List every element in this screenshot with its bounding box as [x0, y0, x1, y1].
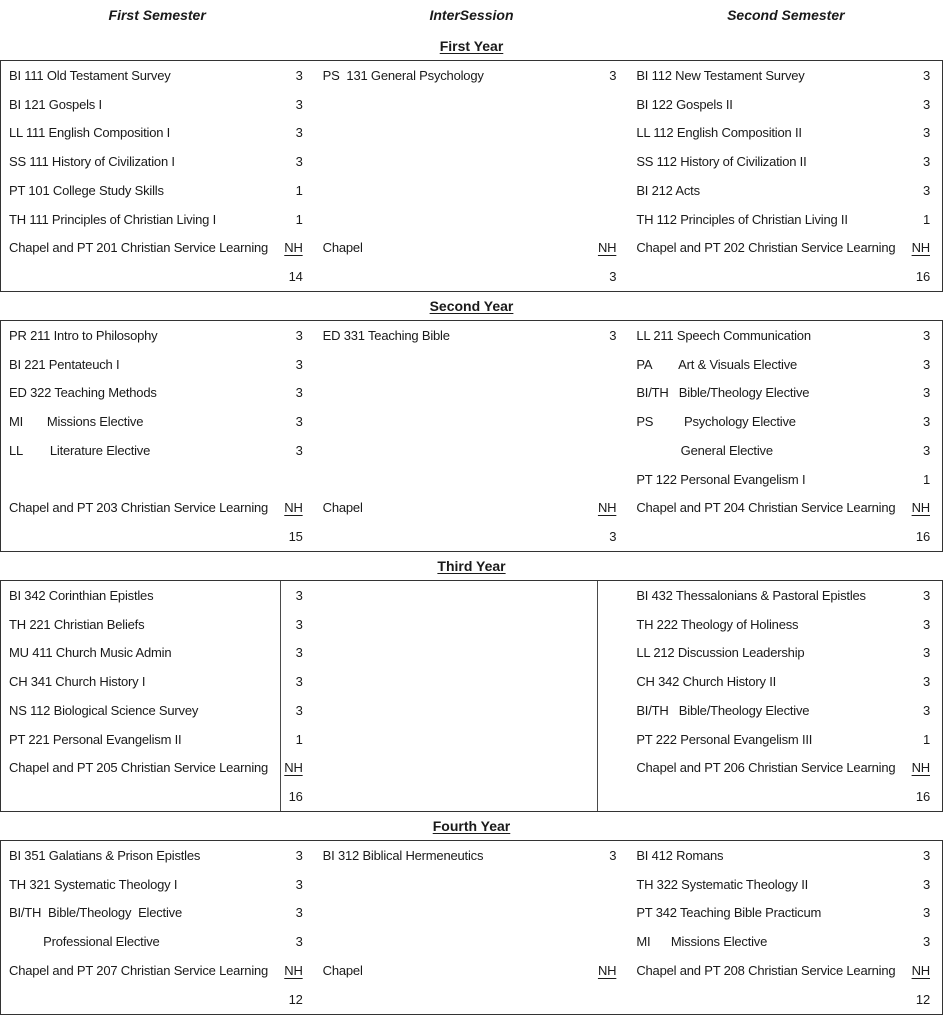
- semester-column: [315, 321, 629, 551]
- credit-hours: 3: [295, 385, 303, 401]
- credit-hours: 3: [922, 327, 930, 343]
- total-row: [1, 522, 315, 551]
- course-label: TH 221 Christian Beliefs: [9, 616, 145, 632]
- course-label: PS Psychology Elective: [636, 414, 796, 430]
- course-row: [315, 956, 629, 985]
- course-label: PT 221 Personal Evangelism II: [9, 731, 182, 747]
- course-row: [628, 667, 942, 696]
- semester-column: [1, 321, 315, 551]
- total-row: [1, 262, 315, 291]
- course-label: Chapel and PT 208 Christian Service Learning: [636, 962, 896, 978]
- empty-row: [315, 667, 629, 696]
- course-row: [1, 407, 315, 436]
- credit-hours: 3: [295, 414, 303, 430]
- course-row: [628, 407, 942, 436]
- empty-row: [315, 927, 629, 956]
- course-label: PA Art & Visuals Elective: [636, 356, 798, 372]
- year-table-fourth-year: [0, 840, 943, 1015]
- credit-hours: 3: [922, 934, 930, 950]
- semester-total: 16: [915, 789, 930, 805]
- year-table-third-year: [0, 580, 943, 812]
- course-label: PT 222 Personal Evangelism III: [636, 731, 813, 747]
- course-row: [628, 956, 942, 985]
- credit-no-hours: NH: [284, 962, 303, 978]
- curriculum-body: [0, 32, 943, 1015]
- year-heading-first-year: First Year: [439, 38, 504, 54]
- course-label: PS 131 General Psychology: [322, 67, 484, 83]
- course-row: [1, 205, 315, 234]
- course-label: CH 342 Church History II: [636, 674, 777, 690]
- credit-hours: 3: [295, 876, 303, 892]
- credit-hours: 3: [295, 96, 303, 112]
- header-first-semester: First Semester: [108, 7, 206, 23]
- credit-hours: 3: [922, 847, 930, 863]
- course-label: BI/TH Bible/Theology Elective: [636, 702, 810, 718]
- course-label: General Elective: [636, 442, 773, 458]
- credit-no-hours: NH: [597, 240, 617, 256]
- credit-hours: 3: [295, 327, 303, 343]
- credit-hours: 3: [295, 847, 303, 863]
- column-divider-line: [280, 581, 281, 811]
- year-heading-second-year: Second Year: [429, 298, 514, 314]
- course-label: Chapel and PT 201 Christian Service Learning: [9, 240, 269, 256]
- credit-hours: 3: [922, 876, 930, 892]
- credit-hours: 3: [922, 385, 930, 401]
- course-label: Chapel: [322, 500, 363, 516]
- course-label: PT 101 College Study Skills: [9, 182, 164, 198]
- course-row: [628, 465, 942, 494]
- course-label: PR 211 Intro to Philosophy: [9, 327, 158, 343]
- course-label: TH 112 Principles of Christian Living II: [636, 211, 848, 227]
- course-row: [628, 350, 942, 379]
- course-label: MU 411 Church Music Admin: [9, 645, 172, 661]
- course-label: LL 111 English Composition I: [9, 125, 171, 141]
- credit-hours: 3: [922, 442, 930, 458]
- credit-no-hours: NH: [597, 500, 617, 516]
- credit-no-hours: NH: [911, 962, 930, 978]
- course-row: [628, 61, 942, 90]
- empty-row: [315, 350, 629, 379]
- course-row: [628, 205, 942, 234]
- header-intersession: InterSession: [429, 7, 514, 23]
- credit-hours: 3: [609, 67, 617, 83]
- credit-no-hours: NH: [911, 240, 930, 256]
- total-row: [628, 522, 942, 551]
- course-label: ED 322 Teaching Methods: [9, 385, 157, 401]
- course-row: [1, 379, 315, 408]
- course-label: BI 312 Biblical Hermeneutics: [322, 847, 484, 863]
- credit-hours: 1: [295, 211, 303, 227]
- credit-no-hours: NH: [284, 760, 303, 776]
- course-label: BI 412 Romans: [636, 847, 724, 863]
- semester-column: [628, 841, 942, 1014]
- course-label: BI 342 Corinthian Epistles: [9, 587, 154, 603]
- empty-row: [1, 465, 315, 494]
- course-label: SS 112 History of Civilization II: [636, 154, 807, 170]
- credit-hours: 3: [922, 356, 930, 372]
- credit-hours: 3: [922, 182, 930, 198]
- credit-hours: 3: [295, 356, 303, 372]
- course-label: BI 122 Gospels II: [636, 96, 733, 112]
- credit-hours: 3: [295, 154, 303, 170]
- semester-column-headers: [0, 7, 943, 32]
- course-label: Chapel and PT 207 Christian Service Learning: [9, 962, 269, 978]
- credit-hours: 3: [609, 847, 617, 863]
- course-row: [1, 639, 315, 668]
- semester-total: 15: [288, 529, 303, 545]
- course-label: Chapel: [322, 240, 363, 256]
- course-row: [315, 841, 629, 870]
- credit-no-hours: NH: [284, 500, 303, 516]
- course-label: Chapel and PT 206 Christian Service Learning: [636, 760, 896, 776]
- course-label: BI 351 Galatians & Prison Epistles: [9, 847, 201, 863]
- course-label: BI 121 Gospels I: [9, 96, 102, 112]
- course-row: [628, 754, 942, 783]
- course-row: [1, 956, 315, 985]
- empty-row: [315, 899, 629, 928]
- credit-hours: 1: [922, 211, 930, 227]
- course-label: Chapel and PT 205 Christian Service Learning: [9, 760, 269, 776]
- year-heading-fourth-year: Fourth Year: [432, 818, 511, 834]
- semester-column: [1, 581, 315, 811]
- course-row: [1, 696, 315, 725]
- course-row: [1, 927, 315, 956]
- course-label: LL 212 Discussion Leadership: [636, 645, 805, 661]
- course-row: [628, 119, 942, 148]
- semester-total: 16: [288, 789, 303, 805]
- course-row: [628, 725, 942, 754]
- course-row: [1, 176, 315, 205]
- empty-row: [315, 725, 629, 754]
- credit-hours: 3: [922, 96, 930, 112]
- course-label: LL 211 Speech Communication: [636, 327, 811, 343]
- course-row: [628, 610, 942, 639]
- course-row: [315, 494, 629, 523]
- empty-row: [315, 696, 629, 725]
- empty-row: [315, 147, 629, 176]
- credit-hours: 3: [922, 154, 930, 170]
- course-label: Chapel and PT 203 Christian Service Learning: [9, 500, 269, 516]
- course-label: MI Missions Elective: [9, 414, 144, 430]
- course-label: SS 111 History of Civilization I: [9, 154, 175, 170]
- empty-row: [315, 205, 629, 234]
- credit-no-hours: NH: [911, 500, 930, 516]
- credit-hours: 3: [295, 125, 303, 141]
- header-second-semester: Second Semester: [727, 7, 845, 23]
- course-row: [315, 61, 629, 90]
- course-label: PT 122 Personal Evangelism I: [636, 471, 806, 487]
- total-row: [1, 985, 315, 1014]
- credit-hours: 3: [922, 67, 930, 83]
- credit-hours: 3: [295, 616, 303, 632]
- course-row: [1, 321, 315, 350]
- course-label: BI 111 Old Testament Survey: [9, 67, 171, 83]
- course-row: [628, 927, 942, 956]
- semester-column: [628, 321, 942, 551]
- credit-hours: 1: [295, 731, 303, 747]
- semester-column: [315, 581, 629, 811]
- credit-hours: 3: [295, 442, 303, 458]
- course-row: [628, 379, 942, 408]
- credit-hours: 3: [295, 934, 303, 950]
- course-label: BI 112 New Testament Survey: [636, 67, 805, 83]
- course-label: TH 322 Systematic Theology II: [636, 876, 809, 892]
- course-row: [1, 667, 315, 696]
- course-label: BI/TH Bible/Theology Elective: [9, 905, 182, 921]
- semester-total: 16: [915, 529, 930, 545]
- credit-hours: 3: [922, 905, 930, 921]
- semester-column: [628, 581, 942, 811]
- course-row: [628, 899, 942, 928]
- year-table-first-year: [0, 60, 943, 292]
- empty-row: [315, 407, 629, 436]
- semester-total: 16: [915, 269, 930, 285]
- course-label: Chapel: [322, 962, 363, 978]
- course-row: [628, 234, 942, 263]
- course-label: ED 331 Teaching Bible: [322, 327, 450, 343]
- course-row: [1, 899, 315, 928]
- course-row: [1, 870, 315, 899]
- empty-row: [315, 465, 629, 494]
- credit-hours: 3: [295, 905, 303, 921]
- semester-total: 14: [288, 269, 303, 285]
- semester-total: 12: [915, 991, 930, 1007]
- credit-no-hours: NH: [597, 962, 617, 978]
- course-row: [1, 610, 315, 639]
- course-label: MI Missions Elective: [636, 934, 768, 950]
- course-row: [1, 754, 315, 783]
- semester-column: [315, 61, 629, 291]
- credit-hours: 3: [922, 674, 930, 690]
- total-row: [628, 782, 942, 811]
- course-row: [1, 147, 315, 176]
- course-row: [1, 119, 315, 148]
- empty-row: [315, 176, 629, 205]
- credit-hours: 3: [922, 616, 930, 632]
- empty-row: [315, 985, 629, 1014]
- course-row: [628, 639, 942, 668]
- course-label: BI 212 Acts: [636, 182, 700, 198]
- semester-total: 3: [609, 269, 617, 285]
- empty-row: [315, 436, 629, 465]
- course-row: [628, 581, 942, 610]
- course-row: [1, 494, 315, 523]
- credit-no-hours: NH: [284, 240, 303, 256]
- course-row: [315, 321, 629, 350]
- empty-row: [315, 870, 629, 899]
- course-row: [628, 870, 942, 899]
- course-row: [1, 841, 315, 870]
- course-label: Chapel and PT 202 Christian Service Learning: [636, 240, 896, 256]
- course-label: BI 432 Thessalonians & Pastoral Epistles: [636, 587, 866, 603]
- course-row: [628, 494, 942, 523]
- credit-hours: 1: [295, 182, 303, 198]
- credit-hours: 3: [609, 327, 617, 343]
- course-row: [628, 90, 942, 119]
- course-row: [628, 696, 942, 725]
- credit-hours: 3: [295, 645, 303, 661]
- credit-hours: 3: [922, 587, 930, 603]
- credit-hours: 3: [295, 674, 303, 690]
- total-row: [628, 262, 942, 291]
- course-row: [1, 90, 315, 119]
- course-row: [628, 436, 942, 465]
- total-row: [1, 782, 315, 811]
- empty-row: [315, 782, 629, 811]
- credit-hours: 1: [922, 471, 930, 487]
- semester-column: [628, 61, 942, 291]
- course-row: [1, 436, 315, 465]
- credit-hours: 3: [295, 67, 303, 83]
- empty-row: [315, 639, 629, 668]
- credit-hours: 1: [922, 731, 930, 747]
- credit-hours: 3: [922, 645, 930, 661]
- course-row: [628, 841, 942, 870]
- course-label: TH 222 Theology of Holiness: [636, 616, 799, 632]
- course-label: TH 321 Systematic Theology I: [9, 876, 178, 892]
- course-row: [1, 350, 315, 379]
- empty-row: [315, 610, 629, 639]
- empty-row: [315, 581, 629, 610]
- course-row: [628, 147, 942, 176]
- course-label: LL Literature Elective: [9, 442, 151, 458]
- total-row: [315, 262, 629, 291]
- course-label: Chapel and PT 204 Christian Service Learning: [636, 500, 896, 516]
- year-table-second-year: [0, 320, 943, 552]
- column-divider-line: [597, 581, 598, 811]
- semester-column: [1, 61, 315, 291]
- semester-column: [1, 841, 315, 1014]
- empty-row: [315, 90, 629, 119]
- course-label: LL 112 English Composition II: [636, 125, 802, 141]
- course-label: BI/TH Bible/Theology Elective: [636, 385, 810, 401]
- empty-row: [315, 754, 629, 783]
- credit-hours: 3: [295, 587, 303, 603]
- course-row: [628, 176, 942, 205]
- empty-row: [315, 379, 629, 408]
- empty-row: [315, 119, 629, 148]
- year-heading-third-year: Third Year: [437, 558, 506, 574]
- course-label: CH 341 Church History I: [9, 674, 146, 690]
- credit-hours: 3: [922, 702, 930, 718]
- credit-no-hours: NH: [911, 760, 930, 776]
- course-row: [1, 234, 315, 263]
- total-row: [628, 985, 942, 1014]
- total-row: [315, 522, 629, 551]
- course-label: BI 221 Pentateuch I: [9, 356, 120, 372]
- semester-total: 3: [609, 529, 617, 545]
- course-label: PT 342 Teaching Bible Practicum: [636, 905, 822, 921]
- semester-column: [315, 841, 629, 1014]
- course-row: [1, 725, 315, 754]
- course-row: [628, 321, 942, 350]
- course-row: [1, 581, 315, 610]
- course-label: NS 112 Biological Science Survey: [9, 702, 199, 718]
- credit-hours: 3: [295, 702, 303, 718]
- course-row: [1, 61, 315, 90]
- credit-hours: 3: [922, 125, 930, 141]
- credit-hours: 3: [922, 414, 930, 430]
- semester-total: 12: [288, 991, 303, 1007]
- course-row: [315, 234, 629, 263]
- course-label: Professional Elective: [9, 934, 160, 950]
- course-label: TH 111 Principles of Christian Living I: [9, 211, 217, 227]
